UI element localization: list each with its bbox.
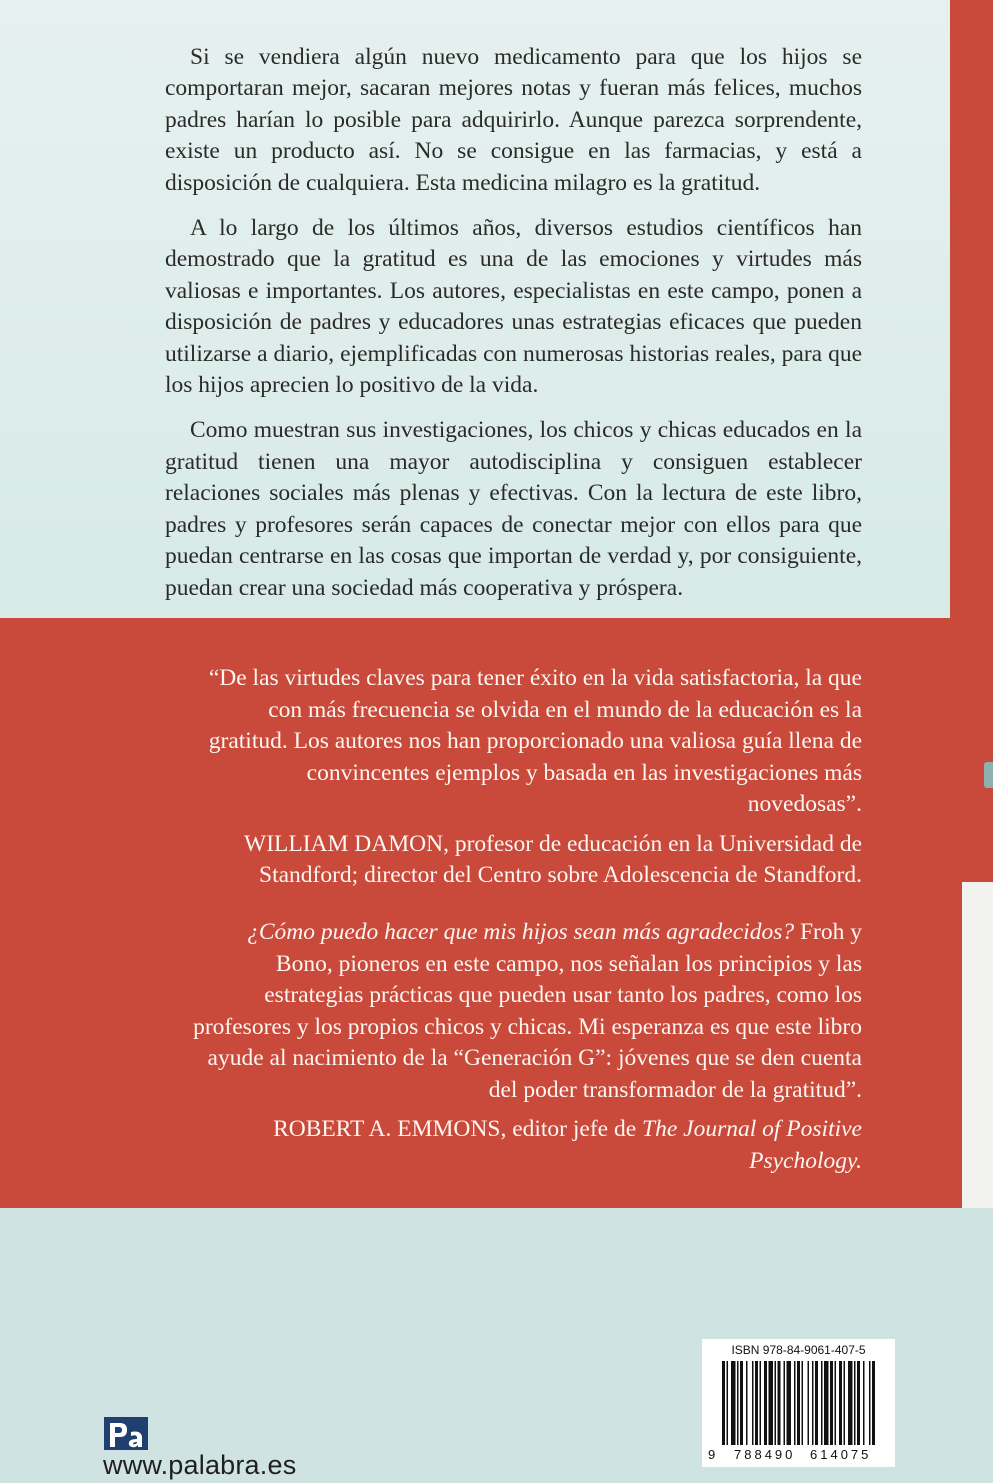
quote-text: “De las virtudes claves para tener éxito en la vida satisfactoria, la que con más frecuencia se olvida en el mundo de la educación es la gratitud. Los autores nos han proporcionado una valiosa guía llena de convincentes ejemplos y basada en las investigaciones más novedosas”.: [208, 665, 862, 817]
journal-title: The Journal of Positive Psychology.: [642, 1116, 862, 1174]
synopsis-paragraph-2: A lo largo de los últimos años, diversos estudios científicos han demostrado que la gratitud es una de las emociones y virtudes más valiosas e importantes. Los autores, especialistas en este campo, ponen a disposición de padres y educadores unas estrategias eficaces que pueden utilizarse a diario, ejemplificadas con numerosas historias reales, para que los hijos aprecien lo positivo de la vida.: [165, 215, 862, 399]
author-role: , editor jefe de: [500, 1116, 643, 1142]
isbn-label: ISBN 978-84-9061-407-5: [731, 1343, 866, 1357]
barcode: [702, 1339, 895, 1467]
author-name: ROBERT A. EMMONS: [273, 1116, 501, 1142]
barcode-digits-left: 788490: [734, 1447, 796, 1462]
endorsement-emmons: [187, 917, 862, 1177]
quote-question: ¿Cómo puedo hacer que mis hijos sean más agradecidos?: [247, 919, 795, 945]
publisher-logo-icon: [104, 1417, 148, 1450]
barcode-digits-right: 614075: [810, 1447, 872, 1462]
edge-notch: [984, 762, 993, 788]
synopsis-text: [165, 42, 862, 618]
author-role: , profesor de educación en la Universidad de Standford; director del Centro sobre Adolescencia de Standford.: [259, 830, 862, 888]
synopsis-paragraph-1: Si se vendiera algún nuevo medicamento para que los hijos se comportaran mejor, sacaran mejores notas y fueran más felices, muchos padres harían lo posible para adquirirlo. Aunque parezca sorprendente, existe un producto así. No se consigue en las farmacias, y está a disposición de cualquiera. Esta medicina milagro es la gratitud.: [165, 44, 862, 196]
quote-attribution: [187, 1114, 862, 1177]
synopsis-paragraph-3: Como muestran sus investigaciones, los chicos y chicas educados en la gratitud tienen una mayor autodisciplina y consiguen establecer relaciones sociales más plenas y efectivas. Con la lectura de este libro, padres y profesores serán capaces de conectar mejor con ellos para que puedan centrarse en las cosas que importan de verdad y, por consiguiente, puedan crear una sociedad más cooperativa y próspera.: [165, 417, 862, 601]
publisher-url[interactable]: www.palabra.es: [103, 1450, 297, 1480]
red-edge: [950, 0, 993, 618]
author-name: WILLIAM DAMON: [244, 830, 444, 857]
quote-text: [187, 917, 862, 1106]
quote-attribution: [192, 829, 862, 892]
endorsement-damon: [192, 663, 862, 892]
barcode-bars-icon: [722, 1361, 875, 1447]
barcode-digit-first: 9: [708, 1447, 716, 1462]
quote-body: Froh y Bono, pioneros en este campo, nos señalan los principios y las estrategias prácticas que pueden usar tanto los padres, como los profesores y los propios chicos y chicas. Mi esperanza es que este libro ayude al nacimiento de la “Generación G”: jóvenes que se den cuenta del poder transformador de la gratitud”.: [193, 919, 862, 1103]
white-edge-strip: [962, 882, 993, 1212]
